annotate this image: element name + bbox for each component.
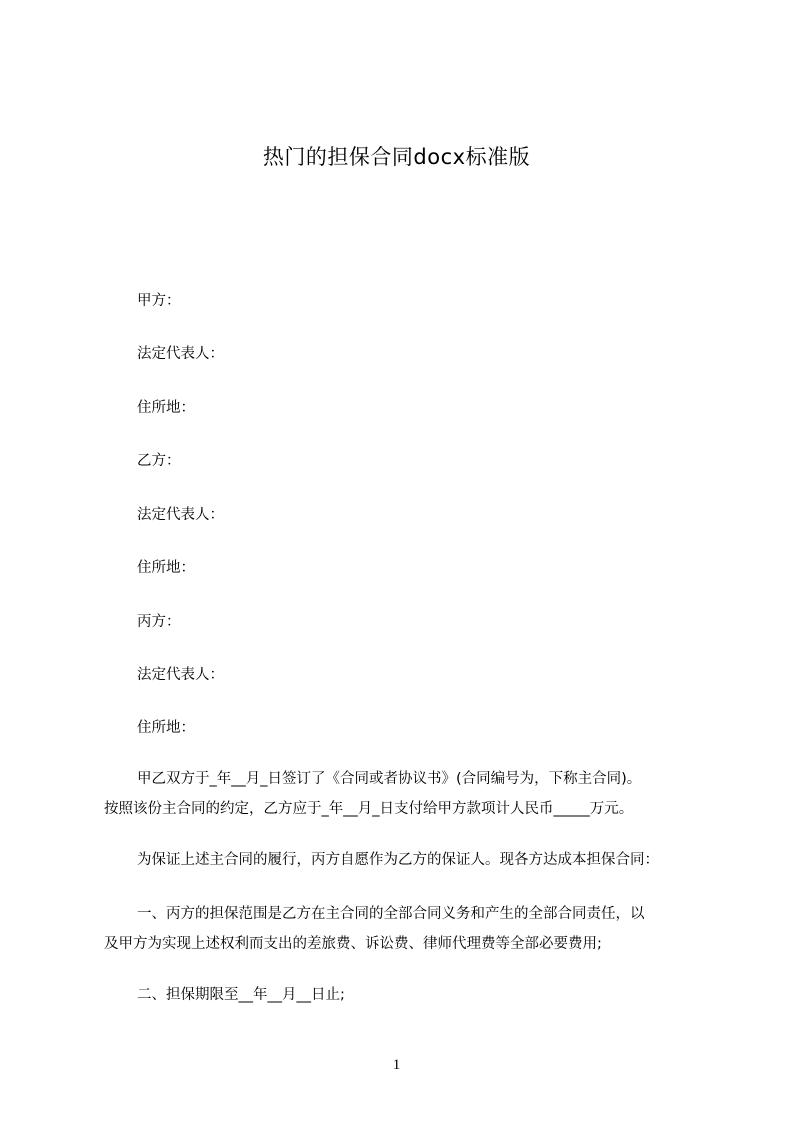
paragraph-main-contract: [104, 764, 704, 824]
document-title: 热门的担保合同docx标准版: [262, 145, 531, 169]
paragraph-line: 及甲方为实现上述权利而支出的差旅费、诉讼费、律师代理费等全部必要费用;: [104, 936, 602, 952]
party-c-address-label: 住所地：: [137, 720, 195, 736]
party-a-address-label: 住所地：: [137, 400, 195, 416]
paragraph-line: 甲乙双方于_年__月_日签订了《合同或者协议书》(合同编号为，下称主合同)。: [137, 771, 642, 787]
party-b-representative-label: 法定代表人：: [137, 507, 224, 523]
party-b-label: 乙方：: [137, 453, 181, 469]
paragraph-guarantor: [104, 845, 704, 875]
party-b-address-label: 住所地：: [137, 560, 195, 576]
party-a-label: 甲方：: [137, 293, 181, 309]
party-a-representative-label: 法定代表人：: [137, 346, 224, 362]
paragraph-line: 按照该份主合同的约定，乙方应于_年__月_日支付给甲方款项计人民币_____万元。: [104, 801, 634, 817]
paragraph-line: 为保证上述主合同的履行，丙方自愿作为乙方的保证人。现各方达成本担保合同：: [137, 852, 659, 868]
paragraph-line: 一、丙方的担保范围是乙方在主合同的全部合同义务和产生的全部合同责任，以: [137, 906, 645, 922]
party-c-representative-label: 法定代表人：: [137, 667, 224, 683]
paragraph-line: 二、担保期限至__年__月__日止;: [137, 987, 345, 1003]
page-number: 1: [392, 1057, 401, 1073]
paragraph-guarantee-period: [104, 980, 704, 1010]
paragraph-guarantee-scope: [104, 899, 704, 959]
party-c-label: 丙方：: [137, 614, 181, 630]
